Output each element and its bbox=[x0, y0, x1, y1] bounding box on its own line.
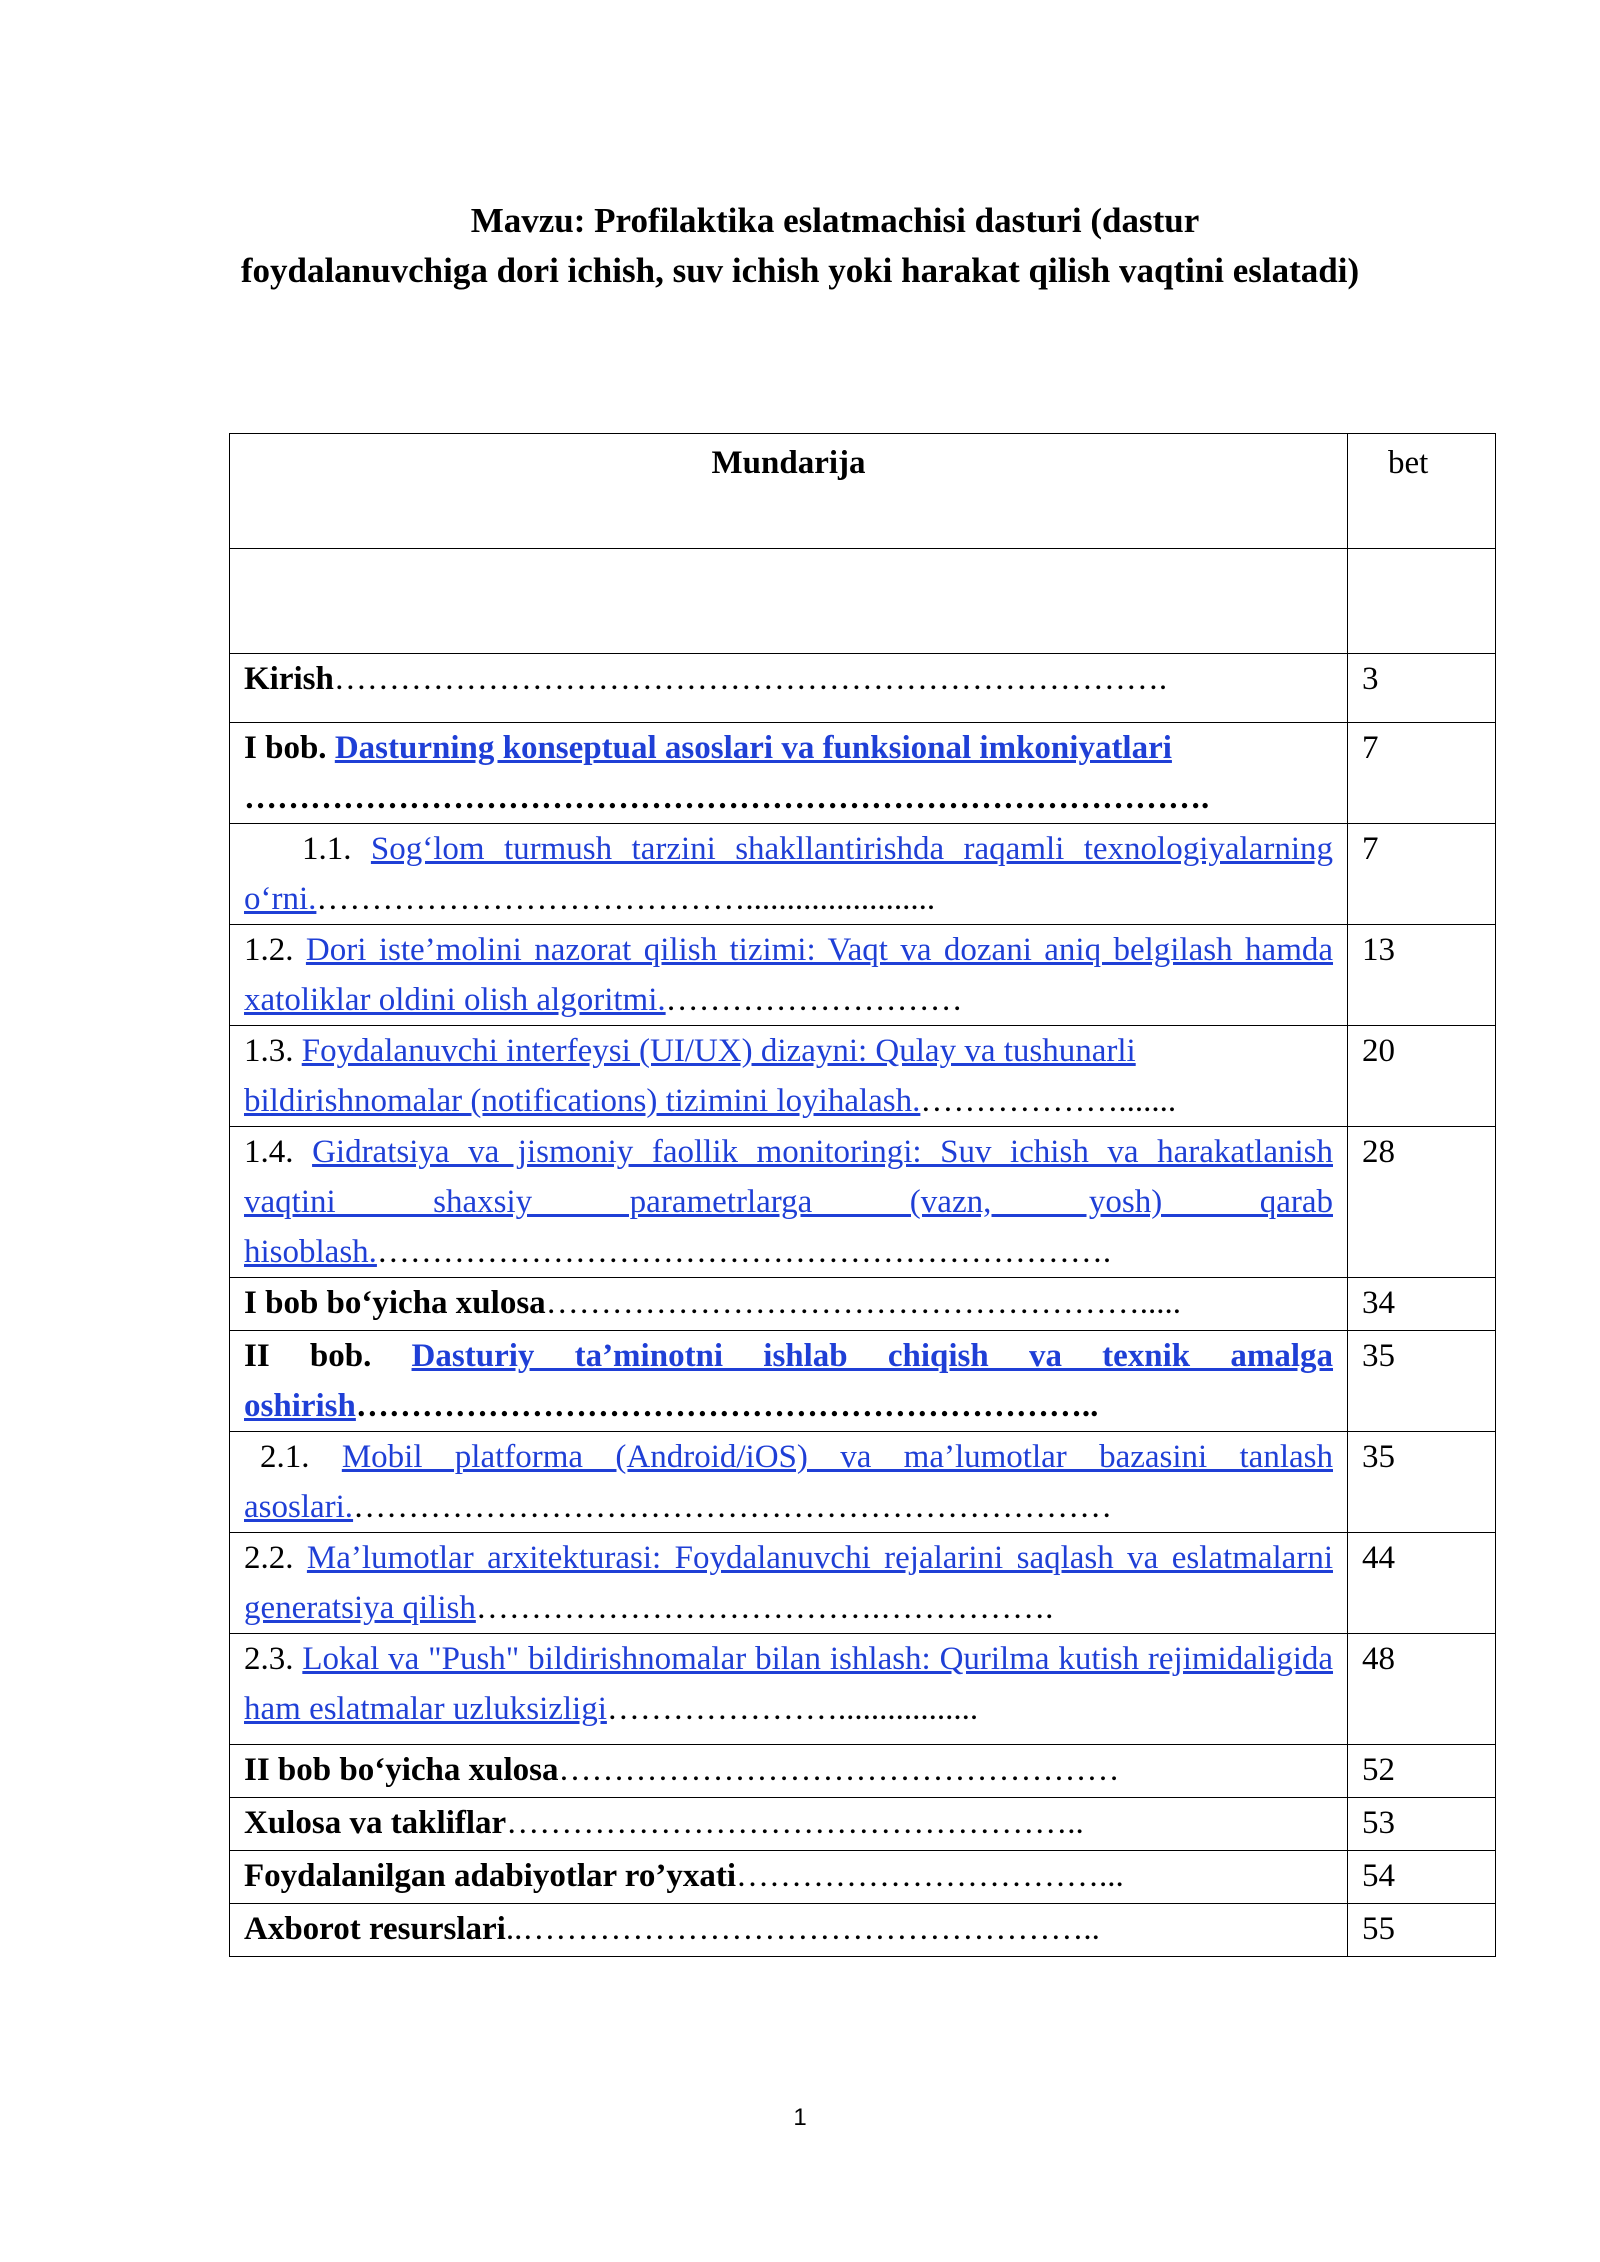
toc-entry-prefix: 1.2. bbox=[244, 932, 306, 968]
toc-page-number: 7 bbox=[1348, 824, 1496, 925]
toc-entry-label: Axborot resurslari bbox=[244, 1911, 506, 1947]
toc-entry bbox=[230, 1533, 1348, 1634]
toc-leader-dots: ………………………………………………..... bbox=[545, 1285, 1181, 1321]
toc-row-1-2 bbox=[230, 925, 1496, 1026]
toc-link-chapter-1[interactable]: Dasturning konseptual asoslari va funksional imkoniyatlari bbox=[334, 730, 1172, 766]
toc-row-1-3 bbox=[230, 1026, 1496, 1127]
toc-entry bbox=[230, 925, 1348, 1026]
toc-leader-dots: …………………................. bbox=[606, 1691, 979, 1727]
toc-leader-dots: ……………………………... bbox=[736, 1858, 1124, 1894]
toc-entry-prefix: 2.1. bbox=[260, 1439, 342, 1475]
toc-entry bbox=[230, 1278, 1348, 1331]
toc-row-chapter-1-summary bbox=[230, 1278, 1496, 1331]
toc-page-number: 13 bbox=[1348, 925, 1496, 1026]
document-title bbox=[0, 196, 1600, 296]
toc-page-number: 48 bbox=[1348, 1634, 1496, 1745]
toc-row-kirish bbox=[230, 654, 1496, 723]
toc-entry bbox=[230, 1745, 1348, 1798]
toc-entry bbox=[230, 1634, 1348, 1745]
toc-row-chapter-1 bbox=[230, 723, 1496, 824]
toc-leader-dots: …………………………………………………………. bbox=[376, 1234, 1112, 1270]
toc-row-2-1 bbox=[230, 1432, 1496, 1533]
toc-entry-prefix: 2.2. bbox=[244, 1540, 307, 1576]
toc-entry bbox=[230, 723, 1348, 824]
toc-leader-dots: ………………………………………………………….. bbox=[355, 1388, 1099, 1424]
toc-page-number: 7 bbox=[1348, 723, 1496, 824]
toc-leader-dots: …………………………………………… bbox=[558, 1752, 1120, 1788]
toc-page-number: 44 bbox=[1348, 1533, 1496, 1634]
toc-entry-label: Kirish bbox=[244, 661, 334, 697]
toc-leader-dots: …………………………………………………………………. bbox=[333, 661, 1168, 697]
toc-leader-dots: …………………………………....................... bbox=[316, 881, 936, 917]
toc-row-2-3 bbox=[230, 1634, 1496, 1745]
toc-leader-dots: …………………………………………….. bbox=[506, 1805, 1084, 1841]
toc-entry bbox=[230, 1798, 1348, 1851]
toc-page-number: 52 bbox=[1348, 1745, 1496, 1798]
toc-entry bbox=[230, 1904, 1348, 1957]
toc-page-number: 55 bbox=[1348, 1904, 1496, 1957]
toc-entry-label: Foydalanilgan adabiyotlar ro’yxati bbox=[244, 1858, 737, 1894]
toc-page-number: 35 bbox=[1348, 1432, 1496, 1533]
blank-cell bbox=[1348, 549, 1496, 654]
title-line-2: foydalanuvchiga dori ichish, suv ichish yoki harakat qilish vaqtini eslatadi) bbox=[240, 251, 1360, 290]
toc-row-1-1 bbox=[230, 824, 1496, 925]
toc-entry bbox=[230, 1127, 1348, 1278]
toc-entry-prefix: I bob. bbox=[244, 730, 335, 766]
toc-entry-prefix: II bob. bbox=[244, 1338, 412, 1374]
toc-entry bbox=[230, 1432, 1348, 1533]
page-number: 1 bbox=[793, 2104, 807, 2131]
toc-entry-prefix: 2.3. bbox=[244, 1641, 303, 1677]
toc-row-2-2 bbox=[230, 1533, 1496, 1634]
toc-leader-dots: …………………………………………………………… bbox=[353, 1489, 1113, 1525]
table-of-contents bbox=[229, 433, 1496, 1957]
toc-leader-dots: ……………………… bbox=[665, 982, 963, 1018]
toc-entry bbox=[230, 1026, 1348, 1127]
toc-link-1-1[interactable]: Sog‘lom turmush tarzini shakllantirishda raqamli texnologiyalarning o‘rni. bbox=[244, 831, 1333, 917]
toc-link-2-3[interactable]: Lokal va "Push" bildirishnomalar bilan ishlash: Qurilma kutish rejimidaligida ham eslatmalar uzluksizligi bbox=[244, 1641, 1334, 1727]
toc-entry-prefix: 1.3. bbox=[244, 1033, 302, 1069]
toc-row-chapter-2-summary bbox=[230, 1745, 1496, 1798]
toc-page-number: 34 bbox=[1348, 1278, 1496, 1331]
toc-page-number: 28 bbox=[1348, 1127, 1496, 1278]
toc-header-row bbox=[230, 434, 1496, 549]
toc-entry bbox=[230, 654, 1348, 723]
toc-entry bbox=[230, 1851, 1348, 1904]
toc-entry bbox=[230, 824, 1348, 925]
toc-link-2-2[interactable]: Ma’lumotlar arxitekturasi: Foydalanuvchi rejalarini saqlash va eslatmalarni generatsiya qilish bbox=[244, 1540, 1333, 1626]
toc-entry-label: II bob bo‘yicha xulosa bbox=[244, 1752, 559, 1788]
toc-entry-prefix: 1.1. bbox=[302, 831, 371, 867]
toc-row-resources bbox=[230, 1904, 1496, 1957]
toc-link-chapter-2[interactable]: Dasturiy ta’minotni ishlab chiqish va texnik amalga oshirish bbox=[244, 1338, 1334, 1424]
toc-entry-label: I bob bo‘yicha xulosa bbox=[244, 1285, 546, 1321]
toc-blank-row bbox=[230, 549, 1496, 654]
toc-entry-prefix: 1.4. bbox=[244, 1134, 313, 1170]
toc-leader-dots: ……………………………………………………………………………. bbox=[244, 780, 1210, 816]
title-line-1: Mavzu: Profilaktika eslatmachisi dasturi (dastur bbox=[470, 201, 1200, 240]
toc-page-number: 20 bbox=[1348, 1026, 1496, 1127]
toc-page-number: 35 bbox=[1348, 1331, 1496, 1432]
toc-link-1-3[interactable]: Foydalanuvchi interfeysi (UI/UX) dizayni: Qulay va tushunarli bildirishnomalar (notifications) tizimini loyihalash. bbox=[244, 1033, 1136, 1119]
toc-row-chapter-2 bbox=[230, 1331, 1496, 1432]
toc-row-1-4 bbox=[230, 1127, 1496, 1278]
toc-row-conclusion bbox=[230, 1798, 1496, 1851]
toc-leader-dots: ………………....... bbox=[920, 1083, 1177, 1119]
toc-leader-dots: ……………………………….……………. bbox=[475, 1590, 1054, 1626]
toc-link-2-1[interactable]: Mobil platforma (Android/iOS) va ma’lumotlar bazasini tanlash asoslari. bbox=[244, 1439, 1333, 1525]
toc-entry bbox=[230, 1331, 1348, 1432]
toc-row-references bbox=[230, 1851, 1496, 1904]
toc-page-number: 53 bbox=[1348, 1798, 1496, 1851]
toc-page-number: 3 bbox=[1348, 654, 1496, 723]
toc-page-number: 54 bbox=[1348, 1851, 1496, 1904]
toc-heading: Mundarija bbox=[230, 434, 1348, 549]
toc-entry-label: Xulosa va takliflar bbox=[244, 1805, 507, 1841]
blank-cell bbox=[230, 549, 1348, 654]
toc-link-1-2[interactable]: Dori iste’molini nazorat qilish tizimi: Vaqt va dozani aniq belgilash hamda xatoliklar oldini olish algoritmi. bbox=[244, 932, 1334, 1018]
toc-leader-dots: ..…………………………………………….. bbox=[505, 1911, 1100, 1947]
toc-link-1-4[interactable]: Gidratsiya va jismoniy faollik monitoringi: Suv ichish va harakatlanish vaqtini shaxsiy parametrlarga (vazn, yosh) qarab hisoblash. bbox=[244, 1134, 1333, 1270]
toc-page-heading: bet bbox=[1348, 434, 1496, 549]
